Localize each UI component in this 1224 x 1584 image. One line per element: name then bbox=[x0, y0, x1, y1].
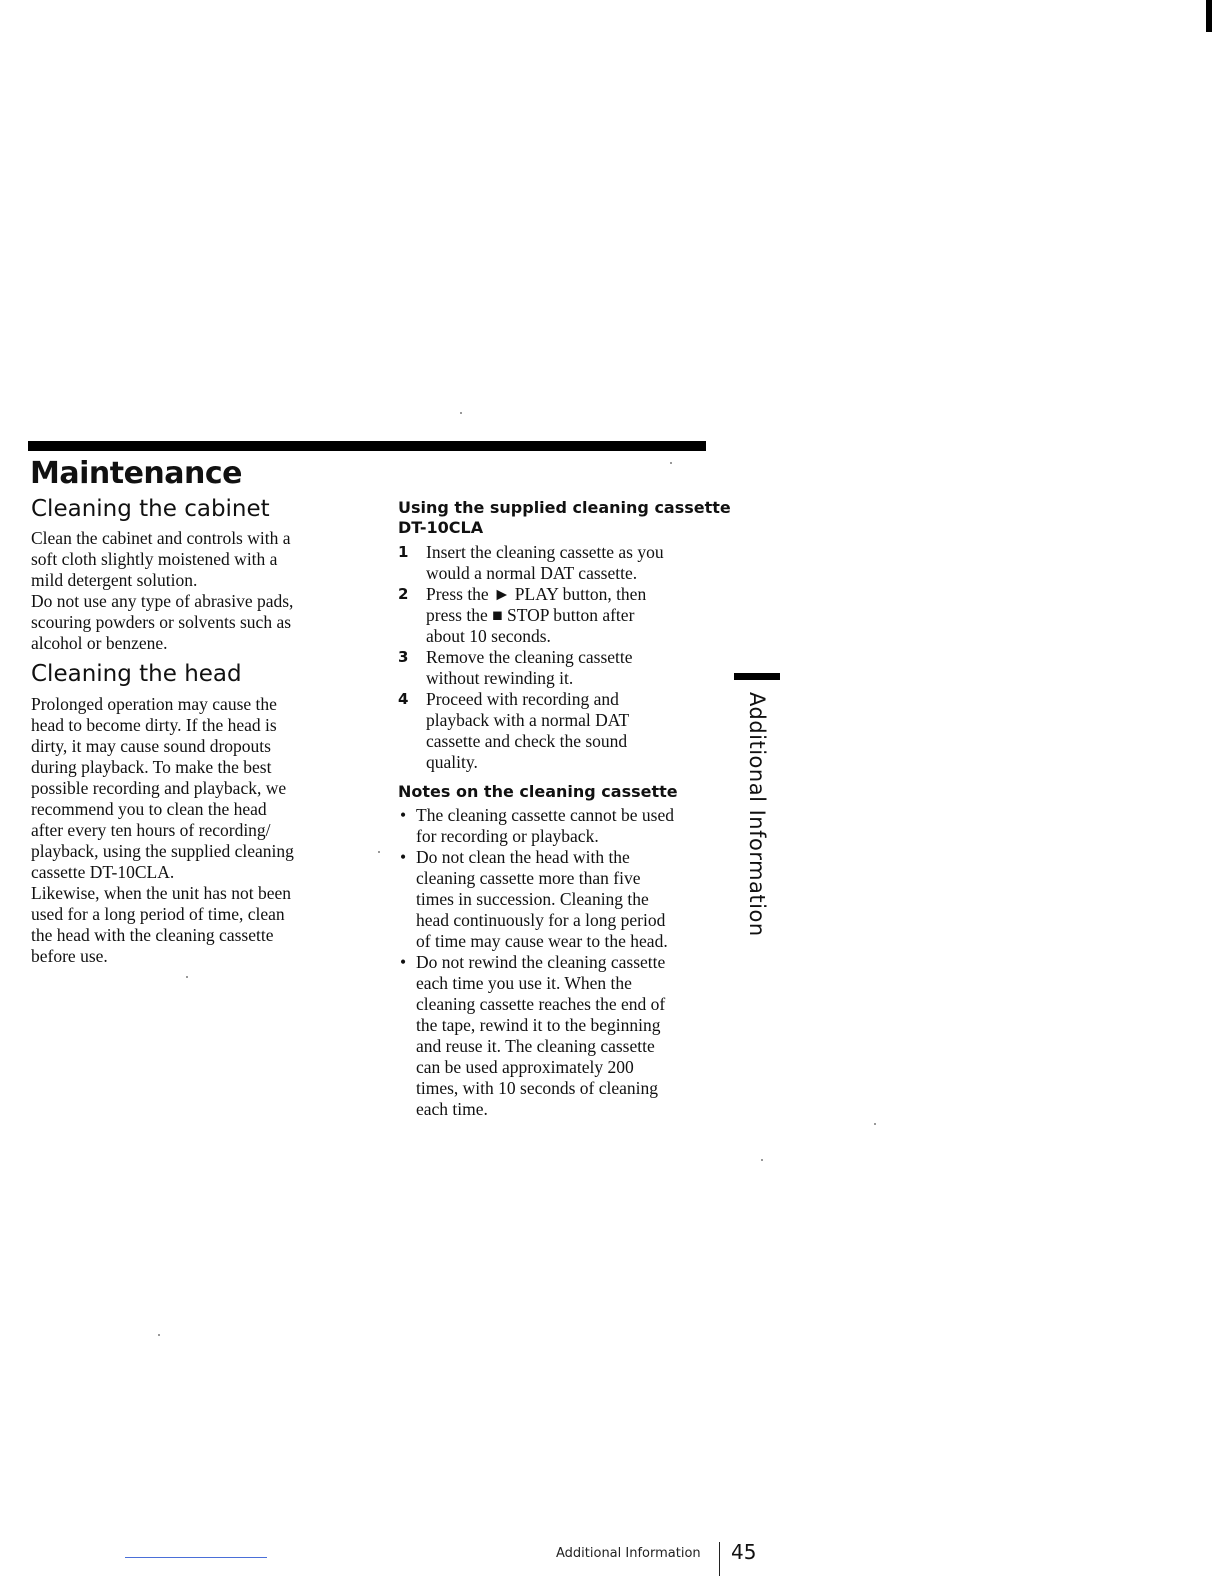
note-text: Do not rewind the cleaning cassette each time you use it. When the cleaning cassette reaches the end of the tape, rewind it to the beginning and reuse it. The cleaning cassette can be used approximately 200 times, with 10 seconds of cleaning each time. bbox=[416, 952, 666, 1119]
step-number: 2 bbox=[398, 585, 409, 603]
scan-speck bbox=[874, 1123, 876, 1125]
list-item bbox=[398, 689, 708, 773]
list-item bbox=[398, 542, 708, 584]
scan-speck bbox=[378, 851, 380, 853]
list-item bbox=[398, 952, 708, 1120]
page-title: Maintenance bbox=[30, 456, 243, 491]
notes-heading: Notes on the cleaning cassette bbox=[398, 782, 678, 801]
side-tab-label: Additional Information bbox=[745, 692, 769, 937]
cabinet-body: Clean the cabinet and controls with a soft cloth slightly moistened with a mild detergent solution. Do not use any type of abrasive pads, scouring powders or solvents such as alcohol or benzene. bbox=[31, 528, 294, 653]
step-text: Insert the cleaning cassette as you would a normal DAT cassette. bbox=[426, 542, 664, 583]
cleaning-steps-list bbox=[398, 542, 708, 773]
footer-section-label: Additional Information bbox=[556, 1546, 701, 1561]
scan-speck bbox=[761, 1159, 763, 1161]
head-heading: Cleaning the head bbox=[31, 661, 242, 687]
step-number: 3 bbox=[398, 648, 409, 666]
corner-registration-mark bbox=[1206, 0, 1212, 32]
bottom-blue-rule bbox=[125, 1557, 267, 1558]
cleaning-cassette-heading: Using the supplied cleaning cassette DT-10CLA bbox=[398, 498, 731, 537]
scan-speck bbox=[158, 1334, 160, 1336]
page-number: 45 bbox=[731, 1540, 757, 1564]
footer-divider bbox=[719, 1542, 720, 1576]
cabinet-heading: Cleaning the cabinet bbox=[31, 496, 270, 522]
list-item bbox=[398, 805, 708, 847]
bullet-icon: • bbox=[400, 847, 407, 867]
bullet-icon: • bbox=[400, 805, 407, 825]
notes-list bbox=[398, 805, 708, 1120]
side-tab-bar bbox=[734, 673, 780, 680]
list-item bbox=[398, 584, 708, 647]
head-body: Prolonged operation may cause the head to become dirty. If the head is dirty, it may cause sound dropouts during playback. To make the best possible recording and playback, we recommend you to clean the head after every ten hours of recording/ playback, using the supplied cleaning cassette DT-10CLA. Likewise, when the unit has not been used for a long period of time, clean the head with the cleaning cassette before use. bbox=[31, 694, 294, 966]
step-text: Press the ► PLAY button, then press the ■ STOP button after about 10 seconds. bbox=[426, 584, 647, 646]
step-number: 4 bbox=[398, 690, 409, 708]
note-text: Do not clean the head with the cleaning cassette more than five times in succession. Cleaning the head continuously for a long period of time may cause wear to the head. bbox=[416, 847, 668, 951]
step-text: Remove the cleaning cassette without rewinding it. bbox=[426, 647, 633, 688]
scan-speck bbox=[670, 462, 672, 464]
scan-speck bbox=[186, 976, 188, 978]
list-item bbox=[398, 647, 708, 689]
step-number: 1 bbox=[398, 543, 409, 561]
section-top-rule bbox=[28, 441, 706, 451]
note-text: The cleaning cassette cannot be used for recording or playback. bbox=[416, 805, 675, 846]
step-text: Proceed with recording and playback with a normal DAT cassette and check the sound quality. bbox=[426, 689, 630, 772]
scan-speck bbox=[460, 412, 462, 414]
bullet-icon: • bbox=[400, 952, 407, 972]
list-item bbox=[398, 847, 708, 952]
